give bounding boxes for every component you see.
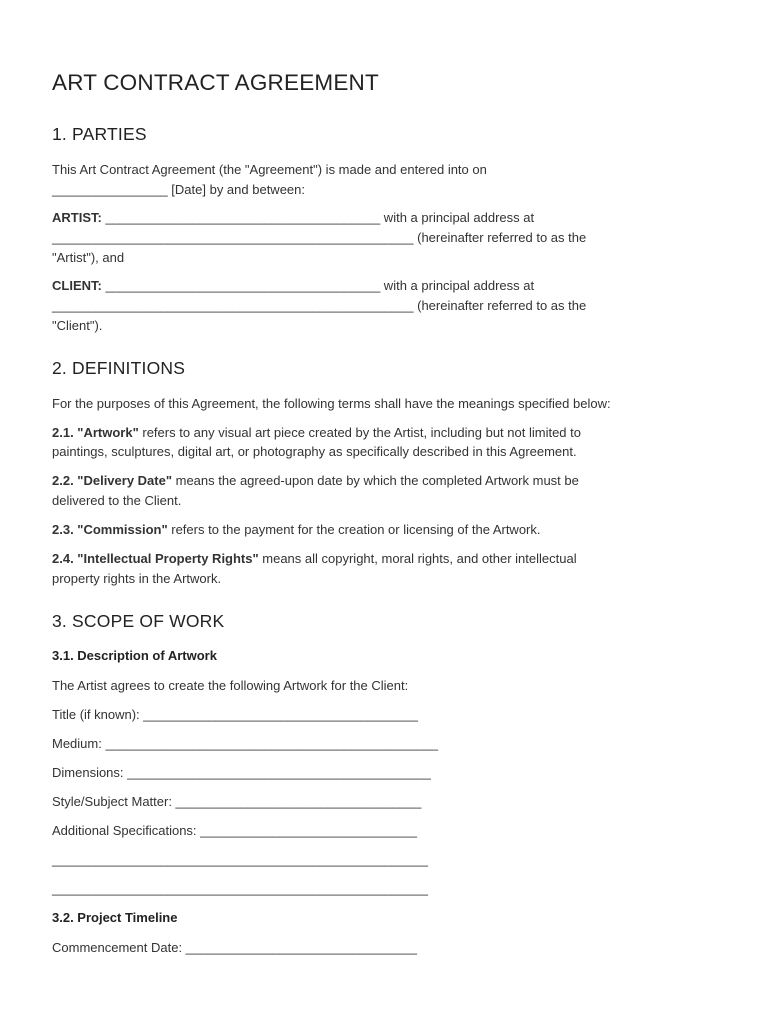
artist-line-1 — [52, 208, 534, 228]
artist-line-3: "Artist"), and — [52, 250, 125, 265]
field-title[interactable]: Title (if known): ______________________________________ — [52, 707, 418, 722]
definition-delivery-line-2: delivered to the Client. — [52, 493, 182, 508]
definition-ip-text: means all copyright, moral rights, and other intellectual — [258, 551, 577, 566]
client-label: CLIENT: — [52, 278, 102, 293]
blank-line[interactable]: ____________________________________________________ — [52, 852, 428, 867]
field-medium[interactable]: Medium: ______________________________________________ — [52, 736, 439, 751]
client-name-blank: ______________________________________ with a principal address at — [101, 278, 535, 293]
field-style-subject[interactable]: Style/Subject Matter: __________________________________ — [52, 794, 422, 809]
document-title: ART CONTRACT AGREEMENT — [52, 70, 379, 95]
blank-line[interactable]: ____________________________________________________ — [52, 881, 428, 896]
subsection-heading-timeline: 3.2. Project Timeline — [52, 910, 178, 925]
description-intro: The Artist agrees to create the following Artwork for the Client: — [52, 678, 409, 693]
artist-name-blank: ______________________________________ with a principal address at — [101, 210, 535, 225]
definition-delivery-line-1 — [52, 471, 579, 491]
definition-commission-text: refers to the payment for the creation or licensing of the Artwork. — [167, 522, 541, 537]
section-heading-definitions: 2. DEFINITIONS — [52, 358, 186, 378]
definition-ip-line-2: property rights in the Artwork. — [52, 571, 222, 586]
field-additional-specifications[interactable]: Additional Specifications: ______________________________ — [52, 823, 418, 838]
definition-artwork-line-1 — [52, 423, 581, 443]
artist-line-2: __________________________________________________ (hereinafter referred to as the — [52, 230, 587, 245]
subsection-heading-description: 3.1. Description of Artwork — [52, 648, 217, 663]
definition-delivery-text: means the agreed-upon date by which the completed Artwork must be — [172, 473, 579, 488]
definition-artwork-line-2: paintings, sculptures, digital art, or photography as specifically described in this Agreement. — [52, 444, 577, 459]
client-line-3: "Client"). — [52, 318, 103, 333]
parties-intro-line-1: This Art Contract Agreement (the "Agreement") is made and entered into on — [52, 162, 487, 177]
definition-commission-term: 2.3. "Commission" — [52, 522, 168, 537]
definition-artwork-text: refers to any visual art piece created by the Artist, including but not limited to — [138, 425, 581, 440]
field-commencement-date[interactable]: Commencement Date: ________________________________ — [52, 940, 418, 955]
definitions-intro: For the purposes of this Agreement, the following terms shall have the meanings specified below: — [52, 396, 611, 411]
definition-ip-term: 2.4. "Intellectual Property Rights" — [52, 551, 259, 566]
parties-intro-line-2: ________________ [Date] by and between: — [52, 182, 305, 197]
field-dimensions[interactable]: Dimensions: __________________________________________ — [52, 765, 431, 780]
definition-ip-line-1 — [52, 549, 577, 569]
definition-delivery-term: 2.2. "Delivery Date" — [52, 473, 173, 488]
client-line-1 — [52, 276, 534, 296]
definition-artwork-term: 2.1. "Artwork" — [52, 425, 139, 440]
section-heading-parties: 1. PARTIES — [52, 124, 147, 144]
client-line-2: __________________________________________________ (hereinafter referred to as the — [52, 298, 587, 313]
artist-label: ARTIST: — [52, 210, 102, 225]
definition-commission-line — [52, 520, 541, 540]
section-heading-scope: 3. SCOPE OF WORK — [52, 611, 225, 631]
